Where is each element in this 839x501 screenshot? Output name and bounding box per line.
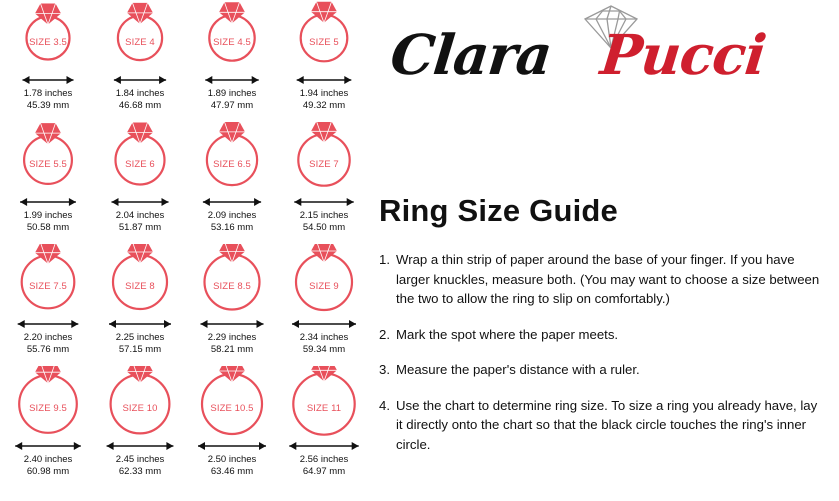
ring-illustration	[186, 122, 278, 194]
ring-illustration	[278, 244, 370, 316]
ring-size-label: SIZE 6	[125, 159, 155, 170]
ring-illustration	[2, 244, 94, 316]
diameter-arrow	[94, 317, 186, 329]
ring-mm: 60.98 mm	[26, 466, 70, 477]
ring-mm: 53.16 mm	[210, 222, 254, 233]
ring-icon	[2, 366, 94, 438]
guide-step-number: 3.	[379, 362, 390, 377]
diameter-arrow	[278, 195, 370, 207]
ring-size-cell	[278, 366, 370, 488]
ring-size-cell	[2, 0, 94, 122]
diameter-arrow	[186, 317, 278, 329]
ring-size-cell	[94, 244, 186, 366]
ring-icon	[278, 366, 370, 438]
ring-illustration	[94, 122, 186, 194]
diameter-arrow	[94, 73, 186, 85]
ring-measurements	[278, 454, 370, 478]
ring-mm: 64.97 mm	[302, 466, 346, 477]
ring-size-label: SIZE 8	[125, 281, 155, 292]
guide-step-number: 4.	[379, 397, 390, 413]
guide-steps	[379, 250, 827, 470]
guide-step-number: 1.	[379, 252, 390, 267]
ring-icon	[94, 366, 186, 438]
diameter-arrow	[278, 317, 370, 329]
ring-measurements	[186, 454, 278, 478]
ring-inches: 1.99 inches	[23, 210, 73, 221]
ring-measurements	[2, 454, 94, 478]
diameter-arrow	[2, 195, 94, 207]
ring-inches: 1.84 inches	[115, 88, 165, 99]
ring-size-label: SIZE 8.5	[213, 281, 251, 292]
diameter-arrow	[186, 439, 278, 451]
ring-inches: 1.89 inches	[207, 88, 257, 99]
ring-mm: 47.97 mm	[210, 100, 254, 111]
ring-mm: 51.87 mm	[118, 222, 162, 233]
ring-illustration	[94, 244, 186, 316]
ring-illustration	[2, 122, 94, 194]
ring-size-label: SIZE 6.5	[213, 159, 251, 170]
guide-step	[379, 250, 827, 309]
ring-icon	[186, 366, 278, 438]
ring-icon	[94, 0, 186, 72]
ring-icon	[278, 244, 370, 316]
ring-size-cell	[278, 122, 370, 244]
ring-illustration	[186, 366, 278, 438]
ring-measurements	[94, 454, 186, 478]
ring-size-cell	[186, 244, 278, 366]
ring-size-label: SIZE 3.5	[29, 37, 67, 48]
diameter-arrow	[2, 439, 94, 451]
ring-illustration	[278, 0, 370, 72]
ring-inches: 2.56 inches	[299, 454, 349, 465]
ring-mm: 46.68 mm	[118, 100, 162, 111]
ring-size-cell	[186, 366, 278, 488]
ring-measurements	[186, 88, 278, 112]
ring-inches: 2.20 inches	[23, 332, 73, 343]
diameter-arrow	[186, 73, 278, 85]
ring-illustration	[278, 122, 370, 194]
brand-name-first: Clara	[387, 22, 555, 87]
guide-step-text: Mark the spot where the paper meets.	[396, 326, 619, 342]
ring-size-label: SIZE 7	[309, 159, 339, 170]
page-title: Ring Size Guide	[379, 193, 618, 228]
ring-mm: 45.39 mm	[26, 100, 70, 111]
diameter-arrow	[94, 195, 186, 207]
ring-measurements	[94, 332, 186, 356]
diameter-arrow	[186, 195, 278, 207]
ring-mm: 50.58 mm	[26, 222, 70, 233]
ring-measurements	[278, 88, 370, 112]
ring-inches: 2.45 inches	[115, 454, 165, 465]
ring-measurements	[278, 332, 370, 356]
diameter-arrow	[94, 439, 186, 451]
ring-mm: 58.21 mm	[210, 344, 254, 355]
ring-measurements	[186, 332, 278, 356]
ring-measurements	[186, 210, 278, 234]
ring-size-label: SIZE 7.5	[29, 281, 67, 292]
guide-step-text: Wrap a thin strip of paper around the base of your finger. If you have larger knuckles, measure both. (You may want to choose a size between the two to allow the ring to slip on comfortably.)	[396, 252, 820, 306]
ring-icon	[186, 244, 278, 316]
ring-size-label: SIZE 9.5	[29, 403, 67, 414]
diameter-arrow	[2, 317, 94, 329]
ring-measurements	[94, 210, 186, 234]
ring-icon	[278, 0, 370, 72]
ring-size-label: SIZE 5	[309, 37, 339, 48]
ring-size-label: SIZE 4.5	[213, 37, 251, 48]
ring-size-label: SIZE 11	[306, 403, 342, 414]
ring-mm: 57.15 mm	[118, 344, 162, 355]
guide-step-number: 2.	[379, 326, 390, 342]
ring-size-label: SIZE 9	[309, 281, 339, 292]
ring-size-cell	[186, 0, 278, 122]
ring-icon	[2, 0, 94, 72]
ring-size-cell	[278, 0, 370, 122]
ring-mm: 49.32 mm	[302, 100, 346, 111]
diameter-arrow	[278, 73, 370, 85]
ring-illustration	[94, 0, 186, 72]
ring-inches: 2.40 inches	[23, 454, 73, 465]
ring-icon	[94, 244, 186, 316]
ring-mm: 63.46 mm	[210, 466, 254, 477]
ring-size-label: SIZE 4	[125, 37, 155, 48]
ring-size-cell	[2, 244, 94, 366]
ring-measurements	[278, 210, 370, 234]
ring-inches: 2.09 inches	[207, 210, 257, 221]
ring-illustration	[2, 366, 94, 438]
guide-step	[379, 325, 827, 345]
ring-measurements	[2, 88, 94, 112]
ring-measurements	[2, 210, 94, 234]
ring-size-cell	[186, 122, 278, 244]
ring-mm: 62.33 mm	[118, 466, 162, 477]
ring-size-cell	[94, 0, 186, 122]
ring-icon	[186, 0, 278, 72]
diameter-arrow	[2, 73, 94, 85]
ring-illustration	[2, 0, 94, 72]
ring-inches: 2.15 inches	[299, 210, 349, 221]
ring-size-cell	[94, 366, 186, 488]
ring-size-label: SIZE 10.5	[210, 403, 254, 414]
brand-name-second: Pucci	[597, 22, 769, 87]
ring-measurements	[2, 332, 94, 356]
ring-illustration	[186, 0, 278, 72]
ring-mm: 54.50 mm	[302, 222, 346, 233]
ring-icon	[2, 244, 94, 316]
ring-size-label: SIZE 5.5	[29, 159, 67, 170]
guide-step	[379, 396, 827, 455]
ring-inches: 2.04 inches	[115, 210, 165, 221]
guide-step-text: Measure the paper's distance with a ruler.	[396, 362, 640, 377]
ring-inches: 1.78 inches	[23, 88, 73, 99]
ring-size-cell	[94, 122, 186, 244]
ring-measurements	[94, 88, 186, 112]
ring-icon	[186, 122, 278, 194]
ring-inches: 2.25 inches	[115, 332, 165, 343]
ring-inches: 2.34 inches	[299, 332, 349, 343]
ring-size-chart	[0, 0, 372, 501]
guide-panel	[371, 0, 839, 501]
ring-mm: 59.34 mm	[302, 344, 346, 355]
ring-icon	[278, 122, 370, 194]
ring-icon	[2, 122, 94, 194]
brand-logo	[379, 2, 834, 112]
guide-step-text: Use the chart to determine ring size. To size a ring you already have, lay it directly onto the chart so that the black circle touches the ring's inner circle.	[396, 397, 818, 452]
guide-step	[379, 360, 827, 380]
ring-size-cell	[2, 366, 94, 488]
ring-inches: 2.29 inches	[207, 332, 257, 343]
diameter-arrow	[278, 439, 370, 451]
ring-size-cell	[278, 244, 370, 366]
ring-inches: 1.94 inches	[299, 88, 349, 99]
ring-size-label: SIZE 10	[122, 403, 158, 414]
ring-inches: 2.50 inches	[207, 454, 257, 465]
ring-icon	[94, 122, 186, 194]
ring-size-cell	[2, 122, 94, 244]
ring-illustration	[278, 366, 370, 438]
ring-mm: 55.76 mm	[26, 344, 70, 355]
ring-illustration	[94, 366, 186, 438]
ring-illustration	[186, 244, 278, 316]
